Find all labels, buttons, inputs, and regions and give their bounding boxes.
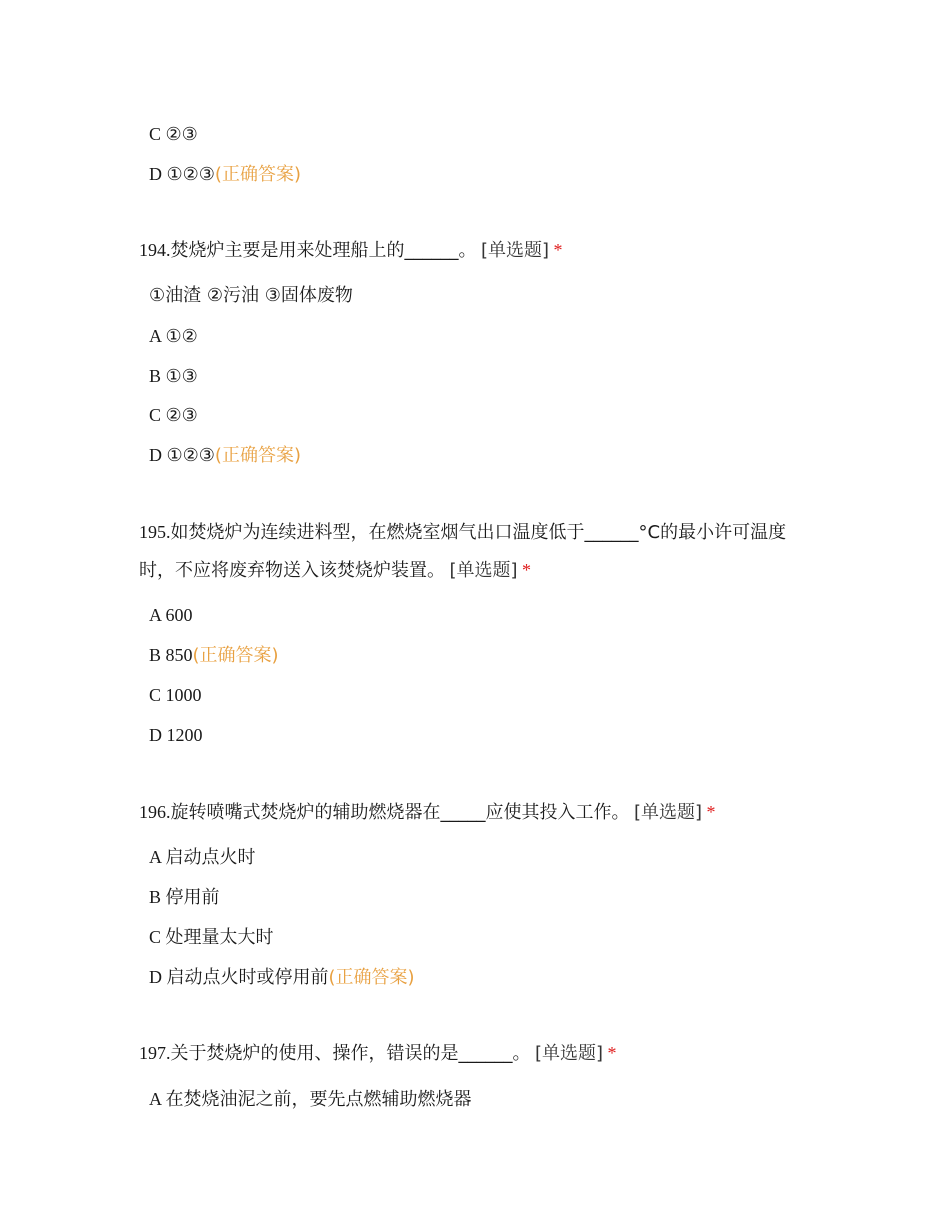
option-letter: B bbox=[149, 645, 162, 665]
option-text: 600 bbox=[165, 605, 193, 625]
correct-answer-label: (正确答案) bbox=[214, 445, 301, 466]
option-c[interactable] bbox=[149, 683, 202, 707]
option-letter: D bbox=[149, 725, 162, 745]
option-letter: D bbox=[149, 967, 162, 987]
option-letter: B bbox=[149, 887, 162, 907]
option-a[interactable] bbox=[149, 324, 198, 349]
option-a[interactable] bbox=[149, 1087, 472, 1112]
question-text: 关于焚烧炉的使用、操作，错误的是______。 bbox=[170, 1043, 531, 1064]
option-letter: C bbox=[149, 124, 162, 144]
option-text: ①② bbox=[165, 326, 198, 347]
question-194-stem: ①油渣 ②污油 ③固体废物 bbox=[149, 285, 353, 306]
question-197-title bbox=[139, 1041, 617, 1066]
question-text: 旋转喷嘴式焚烧炉的辅助燃烧器在_____应使其投入工作。 bbox=[170, 802, 630, 823]
option-letter: C bbox=[149, 927, 162, 947]
question-type-label: [单选题] bbox=[634, 802, 703, 823]
question-text: 时，不应将废弃物送入该焚烧炉装置。 bbox=[139, 560, 445, 581]
option-letter: A bbox=[149, 326, 162, 346]
option-letter: D bbox=[149, 445, 162, 465]
question-text: 如焚烧炉为连续进料型，在燃烧室烟气出口温度低于______°C的最小许可温度 bbox=[170, 522, 787, 543]
option-b[interactable] bbox=[149, 364, 198, 389]
required-mark: * bbox=[553, 240, 563, 260]
option-d[interactable] bbox=[149, 965, 415, 990]
question-number: 196. bbox=[139, 802, 171, 822]
option-text: 停用前 bbox=[165, 887, 220, 908]
correct-answer-label: (正确答案) bbox=[214, 164, 301, 185]
required-mark: * bbox=[607, 1043, 617, 1063]
question-194-title bbox=[139, 238, 563, 263]
option-text: 处理量太大时 bbox=[165, 927, 274, 948]
question-type-label: [单选题] bbox=[449, 560, 518, 581]
question-number: 195. bbox=[139, 522, 171, 542]
question-type-label: [单选题] bbox=[481, 240, 550, 261]
option-text: 在焚烧油泥之前，要先点燃辅助燃烧器 bbox=[165, 1089, 472, 1110]
option-letter: B bbox=[149, 366, 162, 386]
option-letter: A bbox=[149, 605, 162, 625]
question-text: 焚烧炉主要是用来处理船上的______。 bbox=[170, 240, 477, 261]
question-number: 197. bbox=[139, 1043, 171, 1063]
option-text: ①②③ bbox=[166, 445, 215, 466]
option-c[interactable] bbox=[149, 403, 198, 428]
question-195-title-line2 bbox=[139, 558, 531, 583]
option-text: 启动点火时 bbox=[165, 847, 256, 868]
question-196-title bbox=[139, 800, 716, 825]
option-text: ②③ bbox=[165, 405, 198, 426]
option-b[interactable] bbox=[149, 885, 220, 910]
option-text: ①②③ bbox=[166, 164, 215, 185]
correct-answer-label: (正确答案) bbox=[192, 645, 279, 666]
option-text: 850 bbox=[165, 645, 193, 665]
question-195-title-line1 bbox=[139, 520, 786, 545]
required-mark: * bbox=[706, 802, 716, 822]
option-a[interactable] bbox=[149, 603, 193, 627]
option-text: 1000 bbox=[165, 685, 202, 705]
option-text: 1200 bbox=[166, 725, 203, 745]
option-d[interactable] bbox=[149, 723, 203, 747]
question-number: 194. bbox=[139, 240, 171, 260]
option-text: ①③ bbox=[165, 366, 198, 387]
option-letter: A bbox=[149, 847, 162, 867]
option-text: 启动点火时或停用前 bbox=[166, 967, 329, 988]
correct-answer-label: (正确答案) bbox=[328, 967, 415, 988]
option-b[interactable] bbox=[149, 643, 279, 668]
question-type-label: [单选题] bbox=[535, 1043, 604, 1064]
option-letter: D bbox=[149, 164, 162, 184]
option-letter: A bbox=[149, 1089, 162, 1109]
required-mark: * bbox=[522, 560, 532, 580]
option-c[interactable] bbox=[149, 925, 274, 950]
option-a[interactable] bbox=[149, 845, 256, 870]
option-letter: C bbox=[149, 405, 162, 425]
option-c[interactable] bbox=[149, 122, 198, 147]
option-d[interactable] bbox=[149, 162, 301, 187]
option-d[interactable] bbox=[149, 443, 301, 468]
option-text: ②③ bbox=[165, 124, 198, 145]
option-letter: C bbox=[149, 685, 162, 705]
